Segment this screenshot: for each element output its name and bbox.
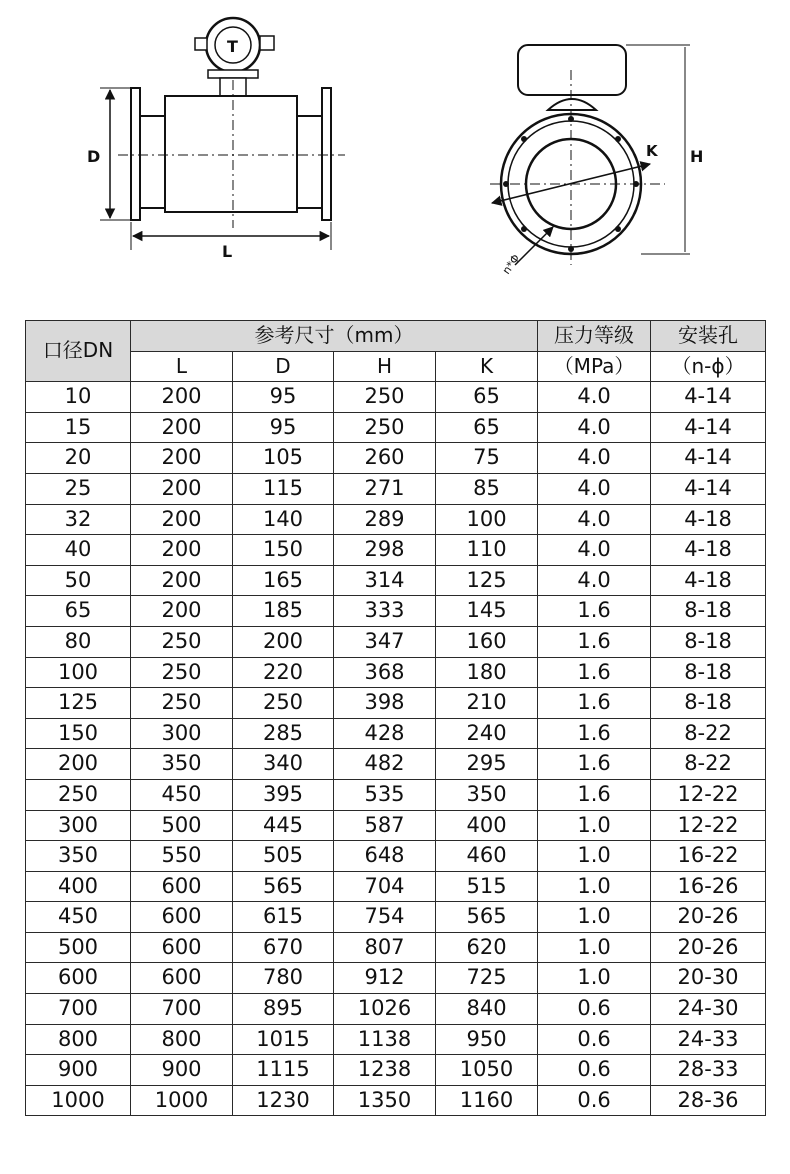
cell-h: 398	[334, 688, 436, 719]
table-row	[26, 1024, 766, 1055]
cell-h: 250	[334, 382, 436, 413]
table-row	[26, 473, 766, 504]
cell-dn: 250	[26, 779, 131, 810]
table-body	[26, 382, 766, 1116]
cell-pressure: 1.6	[538, 749, 651, 780]
cell-l: 350	[131, 749, 233, 780]
cell-dn: 40	[26, 535, 131, 566]
cell-k: 350	[436, 779, 538, 810]
cell-holes: 8-18	[651, 596, 766, 627]
cell-dn: 50	[26, 565, 131, 596]
cell-d: 1115	[233, 1055, 334, 1086]
header-ref-dims: 参考尺寸（mm）	[131, 321, 538, 352]
cell-h: 250	[334, 412, 436, 443]
cell-pressure: 0.6	[538, 1085, 651, 1116]
cell-l: 700	[131, 994, 233, 1025]
cell-holes: 24-30	[651, 994, 766, 1025]
cell-dn: 900	[26, 1055, 131, 1086]
cell-k: 295	[436, 749, 538, 780]
cell-h: 1238	[334, 1055, 436, 1086]
cell-pressure: 1.6	[538, 657, 651, 688]
cell-dn: 350	[26, 841, 131, 872]
cell-holes: 8-18	[651, 657, 766, 688]
cell-pressure: 4.0	[538, 412, 651, 443]
cell-holes: 8-18	[651, 688, 766, 719]
table-row	[26, 1055, 766, 1086]
table-row	[26, 841, 766, 872]
cell-k: 240	[436, 718, 538, 749]
cell-l: 900	[131, 1055, 233, 1086]
table-row	[26, 718, 766, 749]
cell-k: 1050	[436, 1055, 538, 1086]
cell-d: 165	[233, 565, 334, 596]
dimension-drawing	[0, 0, 790, 300]
cell-pressure: 1.0	[538, 810, 651, 841]
header-pressure: 压力等级	[538, 321, 651, 352]
cell-pressure: 1.0	[538, 963, 651, 994]
cell-pressure: 1.6	[538, 688, 651, 719]
cell-k: 180	[436, 657, 538, 688]
cell-holes: 8-22	[651, 718, 766, 749]
cell-dn: 25	[26, 473, 131, 504]
cell-k: 100	[436, 504, 538, 535]
cell-k: 620	[436, 932, 538, 963]
cell-l: 600	[131, 963, 233, 994]
cell-l: 200	[131, 382, 233, 413]
table-row	[26, 779, 766, 810]
cell-pressure: 1.6	[538, 626, 651, 657]
cell-dn: 500	[26, 932, 131, 963]
cell-l: 200	[131, 473, 233, 504]
header-pressure-unit: （MPa）	[538, 351, 651, 382]
label-H: H	[690, 147, 704, 166]
header-holes: 安装孔	[651, 321, 766, 352]
cell-h: 587	[334, 810, 436, 841]
cell-d: 95	[233, 382, 334, 413]
table-row	[26, 382, 766, 413]
cell-pressure: 4.0	[538, 443, 651, 474]
cell-k: 65	[436, 382, 538, 413]
cell-d: 1015	[233, 1024, 334, 1055]
cell-l: 250	[131, 626, 233, 657]
cell-d: 200	[233, 626, 334, 657]
cell-l: 800	[131, 1024, 233, 1055]
cell-k: 1160	[436, 1085, 538, 1116]
cell-holes: 24-33	[651, 1024, 766, 1055]
cell-k: 75	[436, 443, 538, 474]
cell-k: 210	[436, 688, 538, 719]
table-row	[26, 749, 766, 780]
cell-l: 300	[131, 718, 233, 749]
cell-holes: 20-26	[651, 932, 766, 963]
cell-k: 145	[436, 596, 538, 627]
cell-l: 1000	[131, 1085, 233, 1116]
cell-d: 395	[233, 779, 334, 810]
cell-holes: 8-18	[651, 626, 766, 657]
table-row	[26, 443, 766, 474]
cell-h: 482	[334, 749, 436, 780]
cell-h: 535	[334, 779, 436, 810]
cell-h: 260	[334, 443, 436, 474]
side-view	[100, 18, 345, 250]
table-row	[26, 810, 766, 841]
cell-k: 125	[436, 565, 538, 596]
cell-k: 460	[436, 841, 538, 872]
cell-holes: 4-14	[651, 473, 766, 504]
cell-k: 400	[436, 810, 538, 841]
cell-l: 200	[131, 504, 233, 535]
cell-d: 615	[233, 902, 334, 933]
cell-dn: 125	[26, 688, 131, 719]
table-row	[26, 626, 766, 657]
cell-holes: 28-33	[651, 1055, 766, 1086]
cell-k: 840	[436, 994, 538, 1025]
cell-holes: 12-22	[651, 810, 766, 841]
cell-dn: 1000	[26, 1085, 131, 1116]
table-row	[26, 504, 766, 535]
transmitter-head	[195, 18, 274, 96]
cell-d: 150	[233, 535, 334, 566]
cell-l: 250	[131, 688, 233, 719]
cell-pressure: 1.6	[538, 779, 651, 810]
cell-pressure: 1.0	[538, 902, 651, 933]
cell-h: 1026	[334, 994, 436, 1025]
cell-holes: 4-18	[651, 504, 766, 535]
cell-dn: 32	[26, 504, 131, 535]
header-D: D	[233, 351, 334, 382]
cell-d: 1230	[233, 1085, 334, 1116]
cell-l: 200	[131, 565, 233, 596]
table-row	[26, 1085, 766, 1116]
cell-h: 704	[334, 871, 436, 902]
cell-dn: 400	[26, 871, 131, 902]
cell-d: 445	[233, 810, 334, 841]
cell-holes: 4-18	[651, 535, 766, 566]
cell-h: 314	[334, 565, 436, 596]
header-dn: 口径DN	[26, 321, 131, 382]
cell-k: 110	[436, 535, 538, 566]
cell-d: 115	[233, 473, 334, 504]
cell-holes: 20-30	[651, 963, 766, 994]
cell-d: 220	[233, 657, 334, 688]
table-row	[26, 657, 766, 688]
cell-holes: 4-14	[651, 412, 766, 443]
cell-dn: 65	[26, 596, 131, 627]
cell-pressure: 4.0	[538, 535, 651, 566]
cell-h: 333	[334, 596, 436, 627]
cell-d: 340	[233, 749, 334, 780]
cell-d: 565	[233, 871, 334, 902]
cell-h: 912	[334, 963, 436, 994]
cell-pressure: 1.0	[538, 932, 651, 963]
table-row	[26, 596, 766, 627]
cell-h: 807	[334, 932, 436, 963]
table-row	[26, 412, 766, 443]
header-H: H	[334, 351, 436, 382]
header-K: K	[436, 351, 538, 382]
cell-h: 289	[334, 504, 436, 535]
cell-dn: 300	[26, 810, 131, 841]
cell-dn: 80	[26, 626, 131, 657]
cell-l: 550	[131, 841, 233, 872]
cell-pressure: 1.0	[538, 841, 651, 872]
table-row	[26, 932, 766, 963]
cell-holes: 4-14	[651, 382, 766, 413]
cell-l: 500	[131, 810, 233, 841]
cell-l: 250	[131, 657, 233, 688]
cell-pressure: 4.0	[538, 382, 651, 413]
cell-pressure: 4.0	[538, 473, 651, 504]
table-row	[26, 871, 766, 902]
cell-l: 450	[131, 779, 233, 810]
cell-pressure: 0.6	[538, 1024, 651, 1055]
cell-pressure: 1.0	[538, 871, 651, 902]
cell-k: 515	[436, 871, 538, 902]
cell-d: 285	[233, 718, 334, 749]
cell-dn: 100	[26, 657, 131, 688]
cell-dn: 15	[26, 412, 131, 443]
cell-holes: 16-22	[651, 841, 766, 872]
cell-pressure: 4.0	[538, 504, 651, 535]
cell-l: 600	[131, 932, 233, 963]
cell-h: 298	[334, 535, 436, 566]
cell-k: 160	[436, 626, 538, 657]
cell-holes: 4-14	[651, 443, 766, 474]
cell-holes: 28-36	[651, 1085, 766, 1116]
cell-pressure: 4.0	[538, 565, 651, 596]
table-row	[26, 994, 766, 1025]
cell-l: 200	[131, 412, 233, 443]
cell-k: 65	[436, 412, 538, 443]
cell-h: 271	[334, 473, 436, 504]
cell-d: 670	[233, 932, 334, 963]
label-L: L	[222, 242, 233, 261]
cell-h: 648	[334, 841, 436, 872]
cell-dn: 20	[26, 443, 131, 474]
cell-h: 428	[334, 718, 436, 749]
cell-h: 1350	[334, 1085, 436, 1116]
cell-dn: 700	[26, 994, 131, 1025]
cell-l: 600	[131, 871, 233, 902]
cell-holes: 8-22	[651, 749, 766, 780]
transmitter-glyph: T	[227, 37, 238, 56]
header-L: L	[131, 351, 233, 382]
cell-h: 754	[334, 902, 436, 933]
table-row	[26, 902, 766, 933]
cell-holes: 16-26	[651, 871, 766, 902]
label-K: K	[646, 142, 658, 160]
cell-d: 895	[233, 994, 334, 1025]
cell-k: 85	[436, 473, 538, 504]
cell-d: 185	[233, 596, 334, 627]
cell-l: 200	[131, 535, 233, 566]
table-row	[26, 565, 766, 596]
cell-l: 200	[131, 596, 233, 627]
cell-pressure: 1.6	[538, 596, 651, 627]
cell-d: 250	[233, 688, 334, 719]
cell-dn: 600	[26, 963, 131, 994]
cell-pressure: 0.6	[538, 1055, 651, 1086]
front-view	[490, 45, 690, 265]
cell-d: 780	[233, 963, 334, 994]
cell-d: 505	[233, 841, 334, 872]
cell-pressure: 1.6	[538, 718, 651, 749]
table-row	[26, 688, 766, 719]
cell-h: 347	[334, 626, 436, 657]
cell-dn: 200	[26, 749, 131, 780]
label-D: D	[87, 147, 101, 166]
cell-dn: 450	[26, 902, 131, 933]
cell-d: 140	[233, 504, 334, 535]
cell-pressure: 0.6	[538, 994, 651, 1025]
cell-holes: 4-18	[651, 565, 766, 596]
cell-dn: 800	[26, 1024, 131, 1055]
cell-k: 565	[436, 902, 538, 933]
cell-d: 105	[233, 443, 334, 474]
label-n-phi: n*Φ	[499, 251, 523, 277]
cell-h: 368	[334, 657, 436, 688]
cell-holes: 12-22	[651, 779, 766, 810]
cell-k: 725	[436, 963, 538, 994]
cell-l: 200	[131, 443, 233, 474]
cell-holes: 20-26	[651, 902, 766, 933]
cell-l: 600	[131, 902, 233, 933]
dimension-spec-table	[25, 320, 766, 1116]
header-holes-unit: （n-ϕ）	[651, 351, 766, 382]
table-row	[26, 963, 766, 994]
cell-dn: 10	[26, 382, 131, 413]
cell-h: 1138	[334, 1024, 436, 1055]
cell-k: 950	[436, 1024, 538, 1055]
table-row	[26, 535, 766, 566]
cell-dn: 150	[26, 718, 131, 749]
cell-d: 95	[233, 412, 334, 443]
